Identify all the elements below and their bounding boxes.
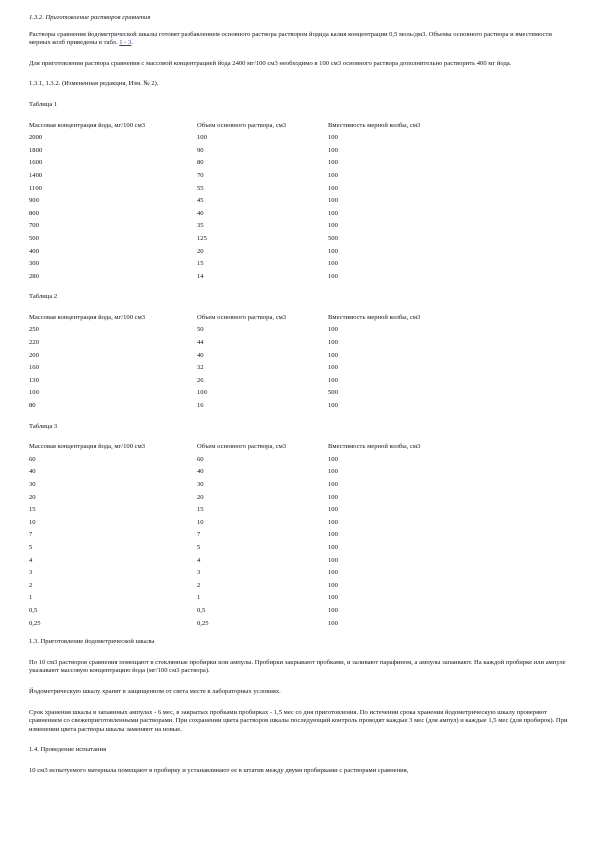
cell-concentration: 3	[29, 569, 33, 577]
cell-concentration: 800	[29, 209, 39, 217]
cell-volume: 40	[197, 468, 204, 476]
cell-flask: 100	[328, 506, 338, 514]
cell-flask: 100	[328, 493, 338, 501]
table-row	[29, 248, 528, 261]
cell-concentration: 100	[29, 389, 39, 397]
cell-flask: 100	[328, 209, 338, 217]
cell-volume: 1	[197, 594, 201, 602]
table3-header-concentration: Массовая концентрация йода, мг/100 см3	[29, 443, 146, 451]
cell-concentration: 1100	[29, 184, 42, 192]
cell-flask: 500	[328, 389, 338, 397]
table-row	[29, 147, 528, 160]
table-row	[29, 506, 528, 519]
cell-volume: 2	[197, 581, 201, 589]
table1-header-volume: Объем основного раствора, см3	[197, 121, 287, 129]
cell-flask: 100	[328, 594, 338, 602]
cell-flask: 100	[328, 581, 338, 589]
paragraph-preparation	[29, 31, 569, 48]
cell-flask: 100	[328, 326, 338, 334]
tables-reference-link[interactable]: 1 - 3	[119, 39, 132, 47]
paragraph-preparation-end: .	[131, 39, 134, 47]
paragraph-scale-prep: По 10 см3 растворов сравнения помещают в стеклянные пробирки или ампулы. Пробирки закрывают пробками, и заливают парафином, а ампулы запаивают. На каждой пробирке или ампуле указывают массовую концентрацию йода (мг/100 см3 раствора).	[29, 658, 566, 675]
table3-header-flask: Вместимость мерной колбы, см3	[328, 443, 421, 451]
cell-flask: 100	[328, 260, 338, 268]
cell-volume: 30	[197, 481, 204, 488]
cell-volume: 100	[197, 389, 207, 397]
cell-flask: 100	[328, 619, 338, 627]
table-row	[29, 134, 528, 147]
table-row	[29, 235, 528, 248]
cell-flask: 100	[328, 569, 338, 577]
cell-concentration: 0,5	[29, 606, 38, 614]
table2-header-concentration: Массовая концентрация йода, мг/100 см3	[29, 313, 146, 321]
cell-concentration: 200	[29, 351, 39, 359]
cell-volume: 90	[197, 146, 204, 154]
table-row	[29, 222, 528, 235]
cell-concentration: 10	[29, 518, 36, 526]
table-row	[29, 620, 528, 633]
table3	[29, 443, 528, 632]
cell-volume: 125	[197, 234, 207, 242]
cell-volume: 16	[197, 402, 204, 410]
table2-header-flask: Вместимость мерной колбы, см3	[328, 313, 421, 321]
table-row	[29, 210, 528, 223]
cell-concentration: 7	[29, 531, 33, 539]
cell-flask: 100	[328, 531, 338, 539]
cell-volume: 50	[197, 326, 204, 334]
table-row	[29, 582, 528, 595]
cell-flask: 100	[328, 272, 338, 280]
paragraph-testing: 10 см3 испытуемого материала помещают в пробирку и устанавливают ее в штатив между двумя пробирками с растворами сравнения,	[29, 766, 409, 774]
cell-flask: 100	[328, 159, 338, 167]
table-row	[29, 172, 528, 185]
cell-concentration: 15	[29, 506, 36, 514]
cell-volume: 35	[197, 222, 204, 230]
cell-concentration: 40	[29, 468, 36, 476]
table-row	[29, 544, 528, 557]
cell-volume: 40	[197, 351, 204, 359]
cell-volume: 32	[197, 364, 204, 372]
cell-flask: 100	[328, 339, 338, 347]
cell-flask: 100	[328, 468, 338, 476]
cell-concentration: 0,25	[29, 619, 41, 627]
table-row	[29, 159, 528, 172]
table-row	[29, 389, 528, 402]
paragraph-preparation-text: Растворы сравнения йодометрической шкалы готовят разбавлением основного раствора раствором йодида калия концентрации 0,5 моль/дм3. Объемы основного раствора и вместимости мерных колб приведены в табл.	[29, 30, 552, 47]
section-heading-1-3: 1.3. Приготовление йодометрической шкалы	[29, 638, 155, 646]
cell-concentration: 1600	[29, 159, 43, 167]
cell-volume: 55	[197, 184, 204, 192]
cell-concentration: 220	[29, 339, 39, 347]
cell-concentration: 30	[29, 481, 36, 488]
cell-concentration: 250	[29, 326, 39, 334]
table-row	[29, 364, 528, 377]
table1-header-flask: Вместимость мерной колбы, см3	[328, 121, 421, 129]
table-row	[29, 377, 528, 390]
table-row	[29, 519, 528, 532]
cell-volume: 3	[197, 569, 201, 577]
cell-volume: 15	[197, 506, 204, 514]
cell-volume: 10	[197, 518, 204, 526]
cell-concentration: 400	[29, 247, 39, 255]
cell-volume: 7	[197, 531, 201, 539]
table3-header-row	[29, 443, 528, 456]
table-row	[29, 569, 528, 582]
cell-volume: 20	[197, 247, 204, 255]
cell-volume: 100	[197, 134, 207, 142]
paragraph-scale-storage: Йодометрическую шкалу хранят в защищенном от света месте в лабораторных условиях.	[29, 687, 281, 695]
table-row	[29, 352, 528, 365]
document-page	[29, 14, 569, 775]
paragraph-iodine-2400: Для приготовления раствора сравнения с массовой концентрацией йода 2400 мг/100 см3 необходимо в 100 см3 основного раствора дополнительно растворить 400 мг йода.	[29, 59, 512, 67]
cell-flask: 100	[328, 376, 338, 384]
table1-header-concentration: Массовая концентрация йода, мг/100 см3	[29, 121, 146, 129]
cell-concentration: 4	[29, 556, 33, 564]
cell-concentration: 20	[29, 493, 36, 501]
cell-volume: 26	[197, 376, 204, 384]
table-row	[29, 481, 528, 494]
cell-concentration: 160	[29, 364, 39, 372]
cell-concentration: 1400	[29, 171, 43, 179]
cell-flask: 100	[328, 518, 338, 526]
table-row	[29, 531, 528, 544]
cell-flask: 100	[328, 171, 338, 179]
cell-volume: 45	[197, 197, 204, 205]
cell-flask: 100	[328, 222, 338, 230]
cell-flask: 100	[328, 197, 338, 205]
cell-concentration: 130	[29, 376, 39, 384]
table-row	[29, 468, 528, 481]
cell-flask: 100	[328, 351, 338, 359]
table-row	[29, 326, 528, 339]
cell-concentration: 500	[29, 234, 39, 242]
cell-flask: 100	[328, 481, 338, 488]
table-row	[29, 594, 528, 607]
cell-flask: 100	[328, 556, 338, 564]
cell-volume: 14	[197, 272, 204, 280]
paragraph-shelf-life: Срок хранения шкалы в запаянных ампулах - 6 мес, в закрытых пробками пробирках - 1,5 мес со дня приготовления. По истечении срока хранения йодометрическую шкалу проверяют сравнением со свежеприготовленными растворами. При сохранении цвета растворов шкалы последующий контроль проводят каждые 3 мес (для ампул) и каждые 1,5 мес (для пробирок). При изменении цвета растворы шкалы заменяют на новые.	[29, 708, 568, 733]
table3-header-volume: Объем основного раствора, см3	[197, 443, 287, 451]
cell-volume: 0,5	[197, 606, 206, 614]
cell-concentration: 280	[29, 272, 39, 280]
cell-flask: 100	[328, 134, 338, 142]
table1	[29, 122, 528, 286]
cell-flask: 100	[328, 606, 338, 614]
cell-flask: 100	[328, 146, 338, 154]
section-heading-1-3-2: 1.3.2. Приготовление растворов сравнения	[29, 14, 151, 21]
cell-concentration: 2	[29, 581, 33, 589]
table-row	[29, 402, 528, 415]
cell-flask: 100	[328, 402, 338, 410]
cell-flask: 100	[328, 543, 338, 551]
table2	[29, 314, 528, 415]
table-row	[29, 339, 528, 352]
table-row	[29, 273, 528, 286]
cell-concentration: 1	[29, 594, 33, 602]
cell-volume: 44	[197, 339, 204, 347]
cell-volume: 5	[197, 543, 201, 551]
cell-flask: 100	[328, 184, 338, 192]
table2-header-row	[29, 314, 528, 327]
cell-volume: 70	[197, 171, 204, 179]
cell-concentration: 2000	[29, 134, 43, 142]
cell-concentration: 60	[29, 455, 36, 463]
table1-caption: Таблица 1	[29, 100, 58, 108]
cell-volume: 4	[197, 556, 201, 564]
amendment-note: 1.3.1, 1.3.2. (Измененная редакция, Изм. № 2).	[29, 80, 159, 88]
table-row	[29, 260, 528, 273]
table2-header-volume: Объем основного раствора, см3	[197, 313, 287, 321]
cell-flask: 500	[328, 234, 338, 242]
table-row	[29, 185, 528, 198]
cell-concentration: 700	[29, 222, 39, 230]
cell-volume: 0,25	[197, 619, 209, 627]
cell-volume: 80	[197, 159, 204, 167]
cell-concentration: 300	[29, 260, 39, 268]
table-row	[29, 557, 528, 570]
cell-volume: 40	[197, 209, 204, 217]
table2-caption: Таблица 2	[29, 293, 58, 301]
cell-volume: 20	[197, 493, 204, 501]
cell-volume: 60	[197, 455, 204, 463]
cell-flask: 100	[328, 364, 338, 372]
table-row	[29, 607, 528, 620]
cell-concentration: 80	[29, 402, 36, 410]
table1-header-row	[29, 122, 528, 135]
table-row	[29, 494, 528, 507]
cell-concentration: 5	[29, 543, 33, 551]
cell-concentration: 900	[29, 197, 39, 205]
cell-flask: 100	[328, 455, 338, 463]
table-row	[29, 197, 528, 210]
table-row	[29, 456, 528, 469]
table3-caption: Таблица 3	[29, 422, 58, 430]
cell-concentration: 1800	[29, 146, 43, 154]
cell-volume: 15	[197, 260, 204, 268]
cell-flask: 100	[328, 247, 338, 255]
section-heading-1-4: 1.4. Проведение испытания	[29, 746, 107, 754]
